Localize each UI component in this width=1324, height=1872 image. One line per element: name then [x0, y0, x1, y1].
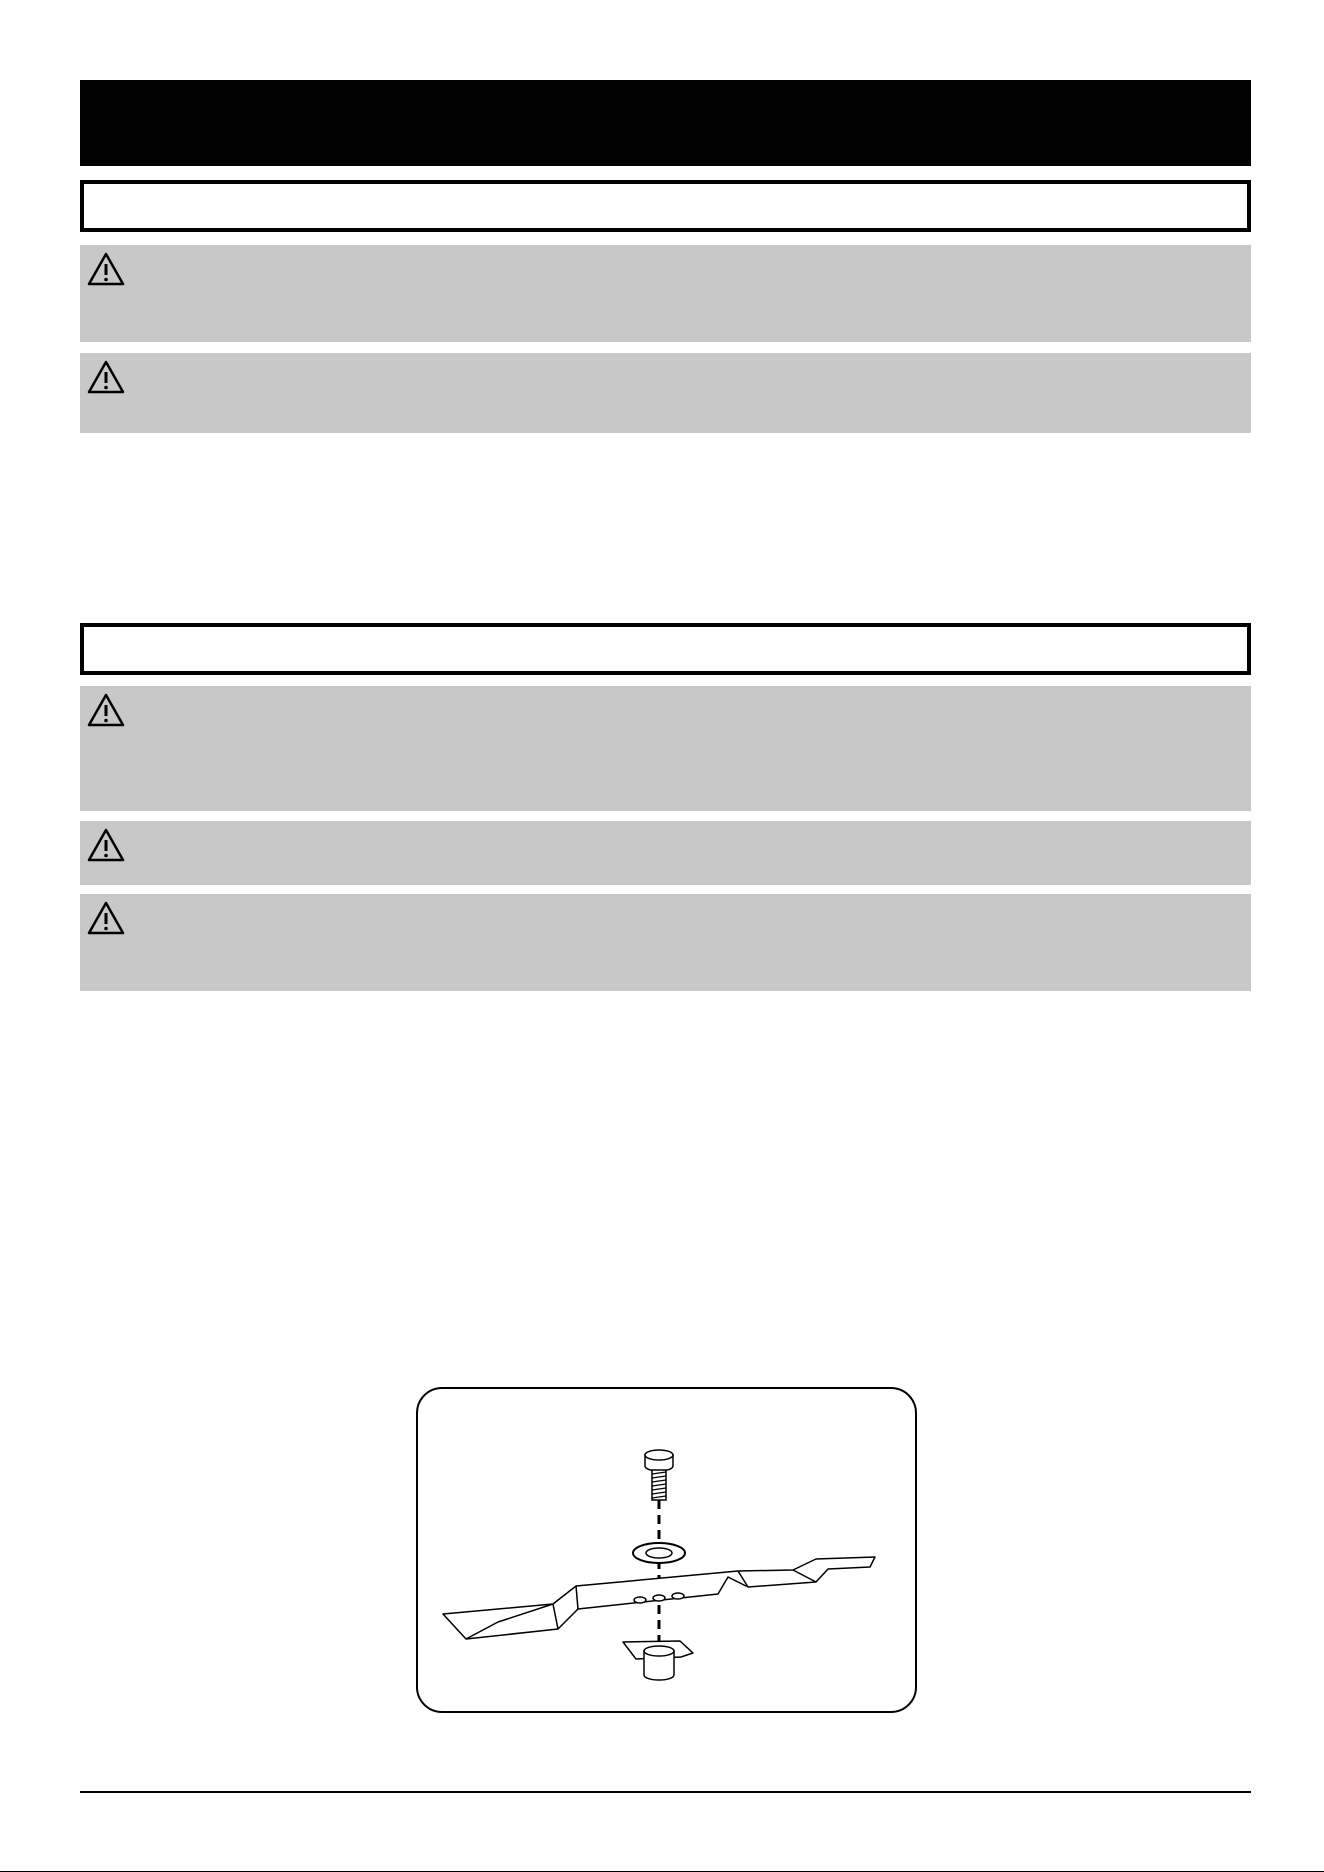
warning-triangle-icon: [86, 359, 126, 395]
bolt-icon: [645, 1450, 673, 1500]
section-header-2: [80, 623, 1251, 675]
warning-triangle-icon: [86, 900, 126, 936]
warning-box: [80, 821, 1251, 885]
warning-box: [80, 245, 1251, 342]
footer-rule: [80, 1791, 1251, 1793]
blade-assembly-figure: [416, 1387, 917, 1713]
warning-box: [80, 686, 1251, 811]
washer-icon: [633, 1543, 685, 1563]
blade-assembly-illustration: [418, 1389, 915, 1711]
page-title-bar: [80, 80, 1251, 166]
warning-triangle-icon: [86, 251, 126, 287]
warning-box: [80, 894, 1251, 991]
section-header-1: [80, 180, 1251, 232]
warning-box: [80, 353, 1251, 433]
warning-triangle-icon: [86, 827, 126, 863]
warning-triangle-icon: [86, 692, 126, 728]
spindle-adapter-icon: [623, 1641, 693, 1680]
